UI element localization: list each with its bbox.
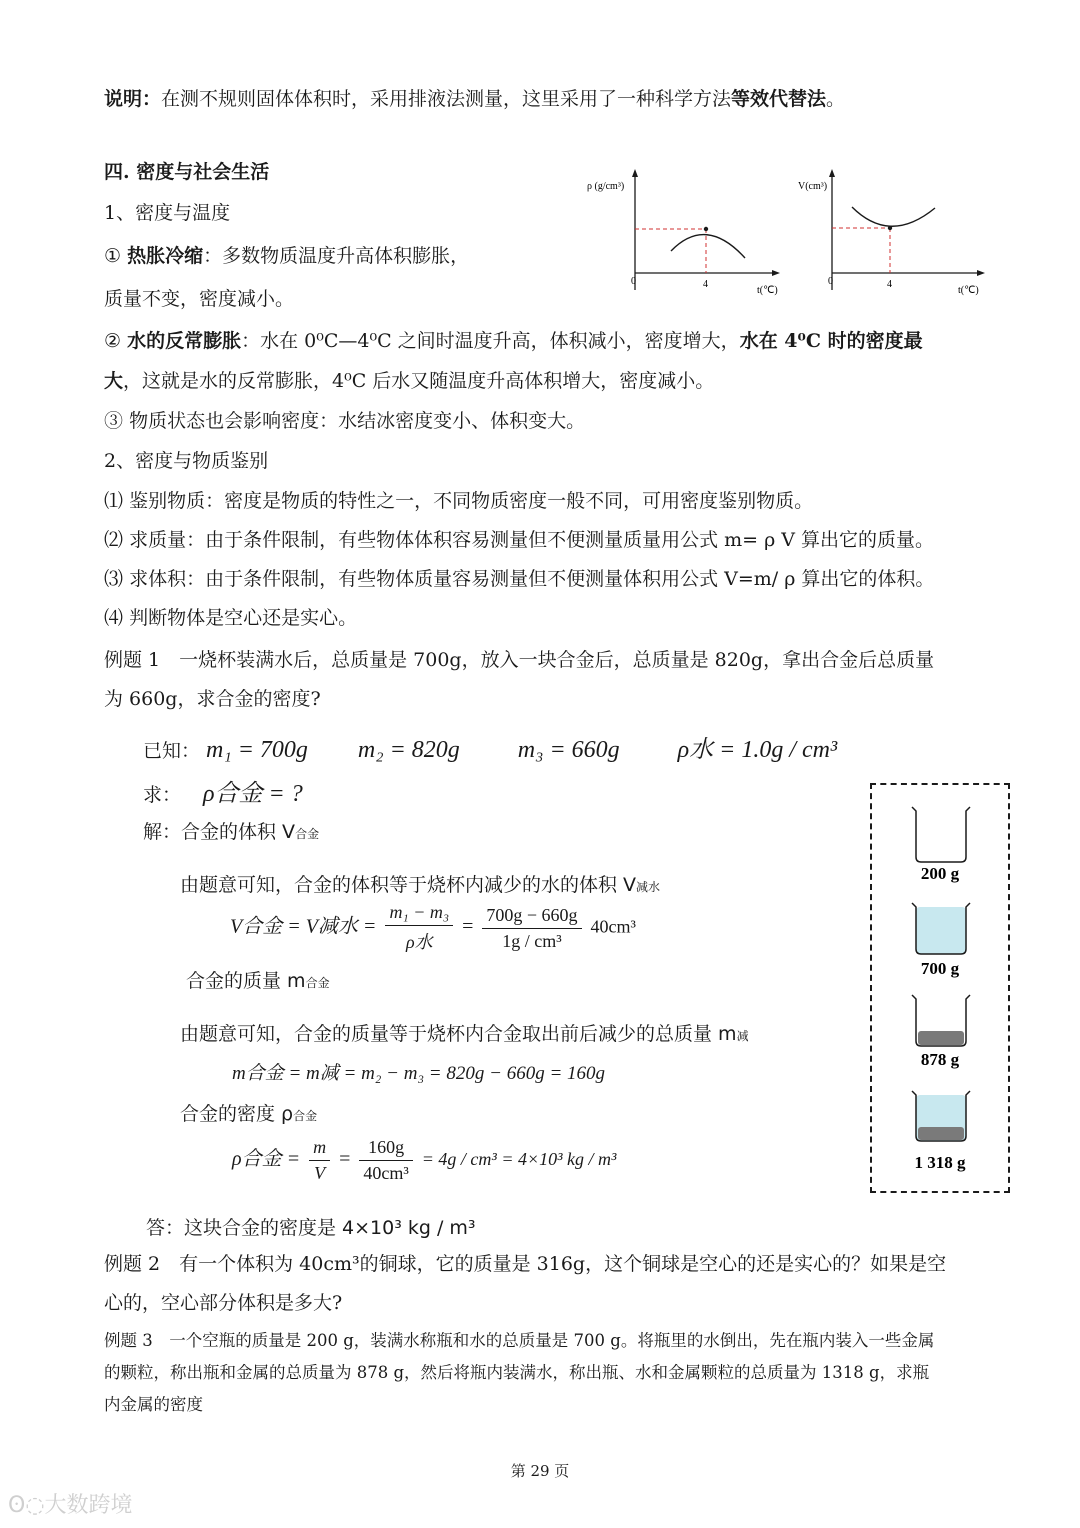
example2-line1: 例题 2 有一个体积为 40cm³的铜球，它的质量是 316g，这个铜球是空心的还是实心的？如果是空 <box>104 1253 947 1275</box>
graph-left-origin: 0 <box>631 276 636 287</box>
graph-left-curve <box>671 235 745 258</box>
eq3-frac1-denominator: V <box>314 1163 326 1183</box>
solution-step2-sub: 合金 <box>305 976 330 990</box>
item1-label: 热胀冷缩 <box>127 245 204 267</box>
beaker-illustration-box <box>870 783 1010 1193</box>
beaker-label-878g: 878 g <box>920 1050 960 1069</box>
graph-left-peak <box>704 227 708 231</box>
point-4 <box>104 606 357 630</box>
point-1-text: 鉴别物质：密度是物质的特性之一，不同物质密度一般不同，可用密度鉴别物质。 <box>129 490 814 512</box>
solution-row <box>143 817 319 844</box>
paren-marker-3: ⑶ <box>104 568 124 590</box>
solution-step3-sub: 合金 <box>293 1109 318 1123</box>
note-label: 说明： <box>104 88 162 110</box>
reason2-row <box>180 1019 749 1046</box>
item1-continuation: 质量不变，密度减小。 <box>104 288 295 310</box>
item-thermal-expansion <box>104 244 469 268</box>
item2-cont: ，这就是水的反常膨胀，4⁰C 后水又随温度升高体积增大，密度减小。 <box>123 370 715 392</box>
reason1-sub: 减水 <box>636 880 661 894</box>
eq3-lhs: ρ合金 = <box>232 1148 301 1171</box>
graph-right-xlabel: t(℃) <box>958 285 979 296</box>
circle-marker-3: ③ <box>104 410 124 432</box>
reason1-text: 由题意可知，合金的体积等于烧杯内减少的水的体积 V <box>180 874 637 896</box>
graph-left-ylabel: ρ (g/cm³) <box>587 181 625 192</box>
watermark <box>8 1488 133 1519</box>
item2-bold: 水在 4⁰C 时的密度最 <box>739 330 923 352</box>
note-text: 在测不规则固体体积时，采用排液法测量，这里采用了一种科学方法 <box>161 88 732 110</box>
beaker-label-200g: 200 g <box>920 864 960 883</box>
eq3-frac2-denominator: 40cm³ <box>363 1163 409 1183</box>
eq3-rhs: = 4g / cm³ = 4×10³ kg / m³ <box>421 1149 617 1170</box>
eq1-frac2-denominator: 1g / cm³ <box>502 930 562 951</box>
eq1-frac2-numerator: 700g − 660g <box>482 905 581 929</box>
point-1 <box>104 489 813 513</box>
mass-equation: m合金 = m减 = m₂ − m₃ = 820g − 660g = 160g <box>232 1063 606 1084</box>
paren-marker-1: ⑴ <box>104 490 124 512</box>
beaker-label-1318g: 1 318 g <box>914 1153 966 1172</box>
graph-right-min <box>888 226 892 230</box>
example1-line2: 为 660g，求合金的密度? <box>104 688 321 710</box>
page-number: 第 29 页 <box>510 1462 570 1480</box>
beaker-water <box>912 903 970 954</box>
point-2-text: 求质量：由于条件限制，有些物体体积容易测量但不便测量质量用公式 m= ρ V 算出它的质量。 <box>129 529 935 551</box>
solution-step1-sub: 合金 <box>295 827 320 841</box>
example3-line2: 的颗粒，称出瓶和金属的总质量为 878 g，然后将瓶内装满水，称出瓶、水和金属颗粒的总质量为 1318 g，求瓶 <box>104 1363 930 1382</box>
eq3-frac1-numerator: m <box>309 1137 330 1161</box>
eq1-fraction2 <box>482 905 581 952</box>
graph-left-xlabel: t(℃) <box>757 285 778 296</box>
item2-bold2: 大 <box>104 370 124 392</box>
watermark-text: 大数跨境 <box>44 1493 133 1518</box>
item3-text: 物质状态也会影响密度：水结冰密度变小、体积变大。 <box>129 410 586 432</box>
section-title: 四. 密度与社会生活 <box>104 161 270 183</box>
beaker-metal <box>912 995 970 1046</box>
beaker-metal-water <box>912 1091 970 1141</box>
point-2 <box>104 528 934 552</box>
paren-marker-2: ⑵ <box>104 529 124 551</box>
beaker-label-700g: 700 g <box>920 959 960 978</box>
graph-right-curve <box>852 207 935 226</box>
item2-text: ：水在 0⁰C—4⁰C 之间时温度升高，体积减小，密度增大， <box>241 330 740 352</box>
density-label-row <box>180 1099 317 1126</box>
item-water-anomaly <box>104 329 923 353</box>
paren-marker-4: ⑷ <box>104 607 124 629</box>
solution-label: 解： <box>143 821 182 843</box>
eq1-fraction1 <box>385 902 453 954</box>
item2-continuation <box>104 369 714 393</box>
eq3-frac2-numerator: 160g <box>359 1137 412 1161</box>
graph-right-y-arrow <box>829 169 835 177</box>
reason2-sub: 减 <box>736 1029 749 1043</box>
point-3 <box>104 567 934 591</box>
beaker-illustration <box>872 785 1008 1191</box>
volume-temperature-graph <box>790 165 990 300</box>
point-3-text: 求体积：由于条件限制，有些物体质量容易测量但不便测量体积用公式 V=m/ ρ 算出它的体积。 <box>129 568 935 590</box>
watermark-logo-icon: ʘ◌ <box>8 1493 45 1518</box>
reason1-row <box>180 870 660 897</box>
graph-right-ylabel: V(cm³) <box>798 181 828 192</box>
item2-label: 水的反常膨胀 <box>127 330 242 352</box>
volume-equation: V合金 = V减水 = $\frac{\text{m₁ − m₃}}{\text{ρ水}}$ = $\frac{700g - 660g}{\text{1g / cm³}}$ 40cm³ <box>230 902 636 952</box>
note-bold-term: 等效代替法 <box>731 88 827 110</box>
known-rho-water: ρ水 = 1.0g / cm³ <box>677 737 838 763</box>
beaker-empty <box>912 807 970 862</box>
ask-expression: ρ合金 = ? <box>203 781 303 807</box>
example1-line1: 例题 1 一烧杯装满水后，总质量是 700g，放入一块合金后，总质量是 820g，拿出合金后总质量 <box>104 649 935 671</box>
known-row <box>143 729 837 764</box>
item1-text: ：多数物质温度升高体积膨胀， <box>203 245 470 267</box>
graph-left-y-arrow <box>632 169 638 177</box>
graph-right-tick: 4 <box>887 279 892 290</box>
eq3-fraction2 <box>359 1137 412 1184</box>
graph-left-tick: 4 <box>703 279 708 290</box>
graph-right-origin: 0 <box>828 276 833 287</box>
known-m3: m₃ = 660g <box>517 737 620 763</box>
ask-label: 求： <box>143 784 182 806</box>
circle-marker-2: ② <box>104 330 122 352</box>
graph-right-x-arrow <box>977 270 985 276</box>
example2-line2: 心的，空心部分体积是多大? <box>104 1292 343 1314</box>
reason2-text: 由题意可知，合金的质量等于烧杯内合金取出前后减少的总质量 m <box>180 1023 737 1045</box>
eq3-fraction1 <box>309 1137 330 1184</box>
density-equation: ρ合金 = $\frac{m}{V}$ = $\frac{160g}{\text{40cm³}}$ = 4g / cm³ = 4×10³ kg / m³ <box>232 1137 617 1183</box>
graph-left-x-arrow <box>772 270 780 276</box>
ask-row <box>143 773 303 808</box>
eq1-frac1-numerator: m₁ − m₃ <box>385 902 453 926</box>
mass-label-row <box>186 966 330 993</box>
subsection-identification: 2、密度与物质鉴别 <box>104 450 269 472</box>
solution-step3: 合金的密度 ρ <box>180 1103 294 1125</box>
density-temperature-graph <box>585 165 785 300</box>
point-4-text: 判断物体是空心还是实心。 <box>129 607 358 629</box>
eq1-result: 40cm³ <box>590 916 636 937</box>
note-end: 。 <box>826 88 846 110</box>
solution-step2: 合金的质量 m <box>186 970 306 992</box>
subsection-density-temperature: 1、密度与温度 <box>104 202 231 224</box>
example3-line3: 内金属的密度 <box>104 1395 203 1414</box>
item-state-density <box>104 409 585 433</box>
known-m2: m₂ = 820g <box>357 737 460 763</box>
example3-line1: 例题 3 一个空瓶的质量是 200 g，装满水称瓶和水的总质量是 700 g。将瓶里的水倒出，先在瓶内装入一些金属 <box>104 1331 935 1350</box>
answer-row: 答：这块合金的密度是 4×10³ kg / m³ <box>146 1217 476 1239</box>
note-line <box>104 87 845 111</box>
solution-step1: 合金的体积 V <box>181 821 296 843</box>
known-m1: m₁ = 700g <box>206 737 308 763</box>
known-label: 已知： <box>143 740 201 762</box>
circle-marker-1: ① <box>104 245 122 267</box>
eq1-lhs: V合金 = V减水 = <box>230 915 377 938</box>
eq1-frac1-denominator: ρ水 <box>405 932 433 952</box>
